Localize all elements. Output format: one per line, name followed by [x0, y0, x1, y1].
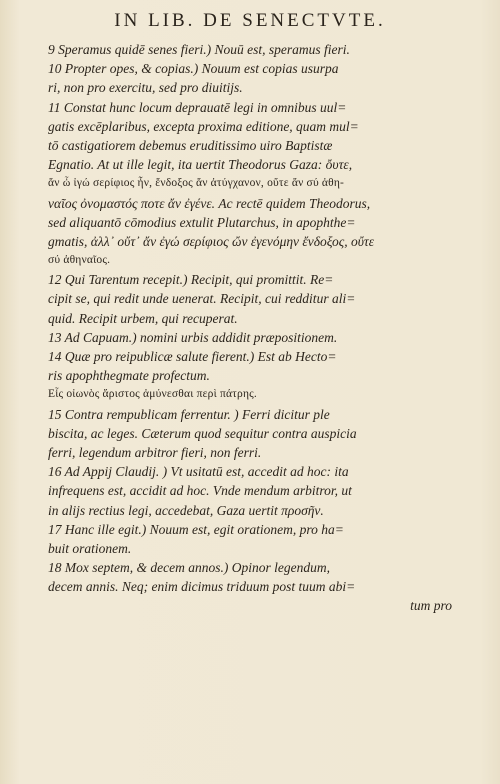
commentary-body — [48, 40, 452, 616]
text-line: 17 Hanc ille egit.) Nouum est, egit orationem, pro ha= — [48, 521, 344, 537]
text-line: buit orationem. — [48, 540, 132, 556]
text-line: 12 Qui Tarentum recepit.) Recipit, qui promittit. Re= — [48, 272, 334, 288]
text-line: ris apophthegmate profectum. — [48, 368, 210, 384]
greek-text-line: Εἷς οἰωνὸς ἄριστος ἀμύνεσθαι περὶ πάτρης. — [48, 388, 257, 401]
text-line: 10 Propter opes, & copias.) Nouum est copias usurpa — [48, 61, 339, 77]
text-line: sed aliquantō cōmodius extulit Plutarchus, in apophthe= — [48, 214, 356, 230]
text-line: infrequens est, accidit ad hoc. Vnde mendum arbitror, ut — [48, 483, 352, 499]
running-head: IN LIB. DE SENECTVTE. — [114, 10, 386, 31]
text-line: 13 Ad Capuam.) nomini urbis addidit præpositionem. — [48, 329, 338, 345]
text-line: 16 Ad Appij Claudij. ) Vt usitatū est, accedit ad hoc: ita — [48, 464, 349, 480]
text-line: ναῖος ὀνομαστός ποτε ἄν ἐγένε. Ac rectē quidem Theodorus, — [48, 195, 371, 211]
greek-text-line: σύ ἀθηναῖος. — [48, 254, 111, 267]
text-line: ri, non pro exercitu, sed pro diuitijs. — [48, 80, 243, 96]
text-line: ferri, legendum arbitror fieri, non ferri. — [48, 444, 262, 460]
text-line: quid. Recipit urbem, qui recuperat. — [48, 310, 238, 326]
greek-text-line: ἄν ὦ ἰγώ σερίφιος ἦν, ἔνδοξος ἄν ἀτύγχανον, οὔτε ἄν σύ ἀθη- — [48, 177, 345, 190]
text-line: 9 Speramus quidē senes fieri.) Nouū est, speramus fieri. — [48, 42, 350, 57]
text-line: biscita, ac leges. Cæterum quod sequitur contra auspicia — [48, 425, 357, 441]
text-line: cipit se, qui redit unde uenerat. Recipit, cui redditur ali= — [48, 291, 356, 307]
text-line: 15 Contra rempublicam ferrentur. ) Ferri dicitur ple — [48, 406, 330, 422]
text-line: in alijs rectius legi, accedebat, Gaza uertit προσῆν. — [48, 502, 324, 518]
text-line: 18 Mox septem, & decem annos.) Opinor legendum, — [48, 560, 330, 576]
text-line: Egnatio. At ut ille legit, ita uertit Theodorus Gaza: ὄυτε, — [48, 157, 353, 173]
text-line: decem annis. Neq; enim dicimus triduum post tuum abi= — [48, 579, 356, 595]
text-line: 14 Quæ pro reipublicæ salute fierent.) Est ab Hecto= — [48, 349, 337, 364]
catchword-line: tum pro — [410, 598, 452, 614]
text-line: gmatis, ἀλλ᾽ οὔτ᾽ ἄν ἐγώ σερίφιος ὤν ἐγενόμην ἔνδοξος, οὔτε — [48, 233, 375, 249]
text-line: 11 Constat hunc locum deprauatē legi in omnibus uul= — [48, 99, 347, 115]
text-line: tō castigatiorem debemus eruditissimo uiro Baptistæ — [48, 137, 333, 153]
text-line: gatis excēplaribus, excepta proxima editione, quam mul= — [48, 118, 359, 134]
